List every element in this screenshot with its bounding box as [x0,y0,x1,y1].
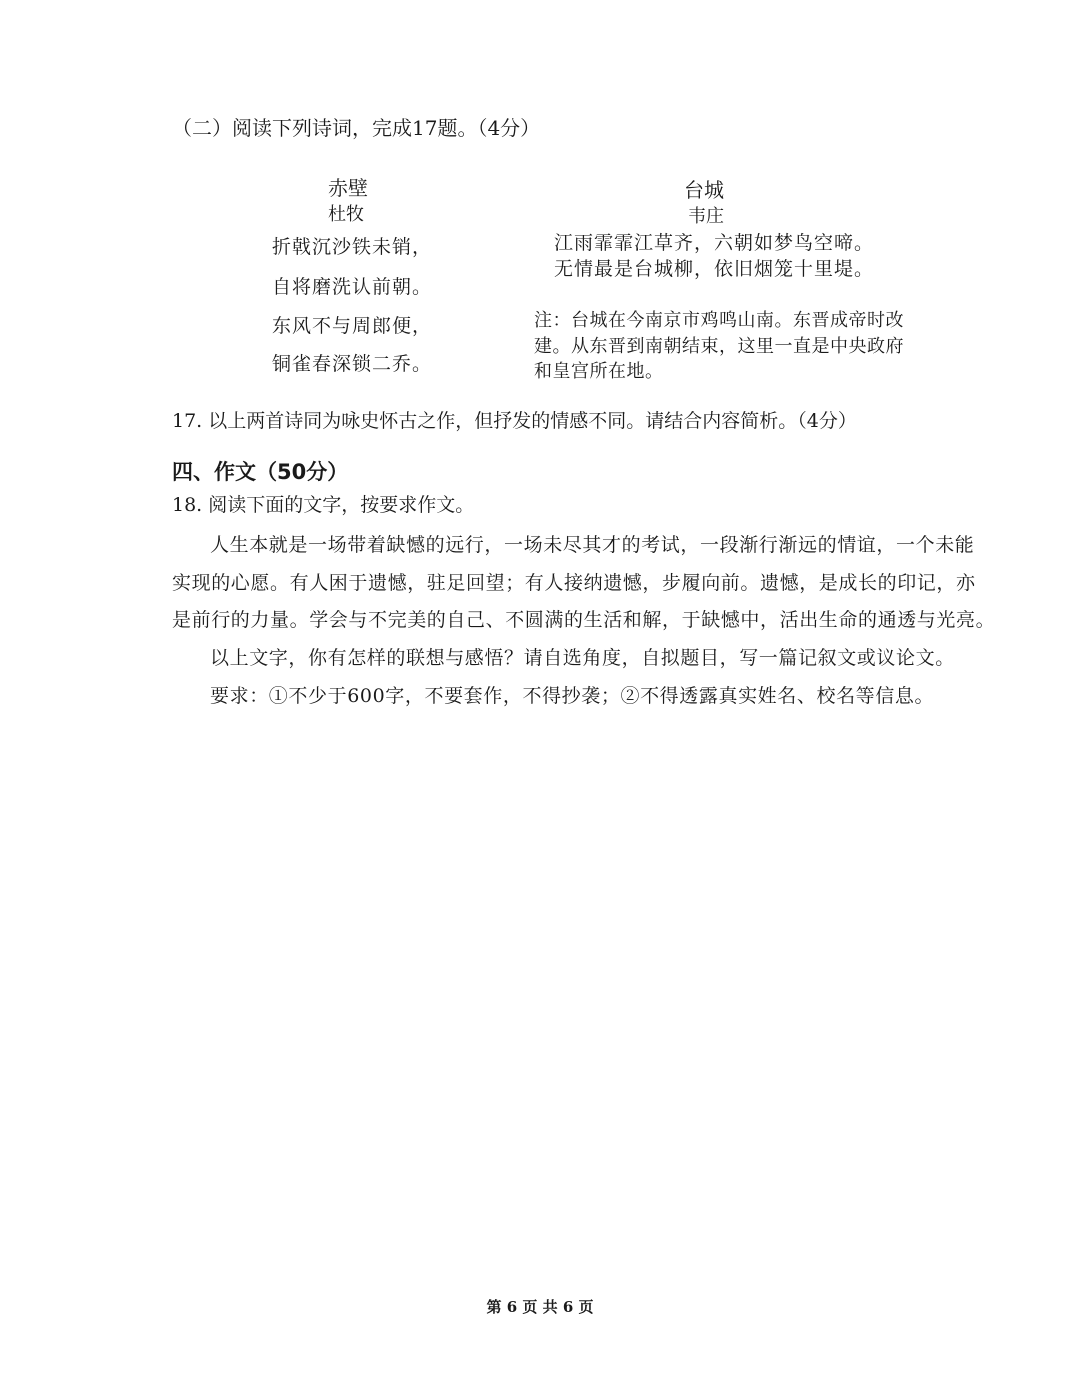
section-4-heading: 四、作文（50分） [172,460,349,484]
poem2-title: 台城 [684,178,724,202]
question-17: 17. 以上两首诗同为咏史怀古之作，但抒发的情感不同。请结合内容简析。（4分） [172,410,857,432]
poem2-line: 江雨霏霏江草齐，六朝如梦鸟空啼。 [554,232,875,254]
poem1-line: 折戟沉沙铁未销， [272,236,433,258]
section-2-intro: （二）阅读下列诗词，完成17题。（4分） [172,116,541,140]
prompt-line: 实现的心愿。有人困于遗憾，驻足回望；有人接纳遗憾，步履向前。遗憾，是成长的印记，亦 [172,572,976,594]
prompt-line: 人生本就是一场带着缺憾的远行，一场未尽其才的考试，一段渐行渐远的情谊，一个未能 [210,534,975,556]
poem1-line: 东风不与周郎便， [272,315,433,337]
poem2-line: 无情最是台城柳，依旧烟笼十里堤。 [554,258,875,280]
poem1-title: 赤壁 [328,176,368,200]
page-number-footer: 第 6 页 共 6 页 [486,1298,594,1316]
poem2-note-line: 和皇宫所在地。 [534,361,664,382]
poem1-line: 自将磨洗认前朝。 [272,276,433,298]
prompt-line: 以上文字，你有怎样的联想与感悟？请自选角度，自拟题目，写一篇记叙文或议论文。 [210,647,955,669]
prompt-line: 是前行的力量。学会与不完美的自己、不圆满的生活和解，于缺憾中，活出生命的通透与光亮。 [172,609,996,631]
poem2-note-line: 注：台城在今南京市鸡鸣山南。东晋成帝时改 [534,310,904,331]
poem2-author: 韦庄 [688,206,724,227]
prompt-line: 要求：①不少于600字，不要套作，不得抄袭；②不得透露真实姓名、校名等信息。 [210,685,935,707]
poem1-line: 铜雀春深锁二乔。 [272,353,433,375]
poem2-note-line: 建。从东晋到南朝结束，这里一直是中央政府 [534,336,904,357]
question-18: 18. 阅读下面的文字，按要求作文。 [172,494,475,516]
poem1-author: 杜牧 [328,204,364,225]
